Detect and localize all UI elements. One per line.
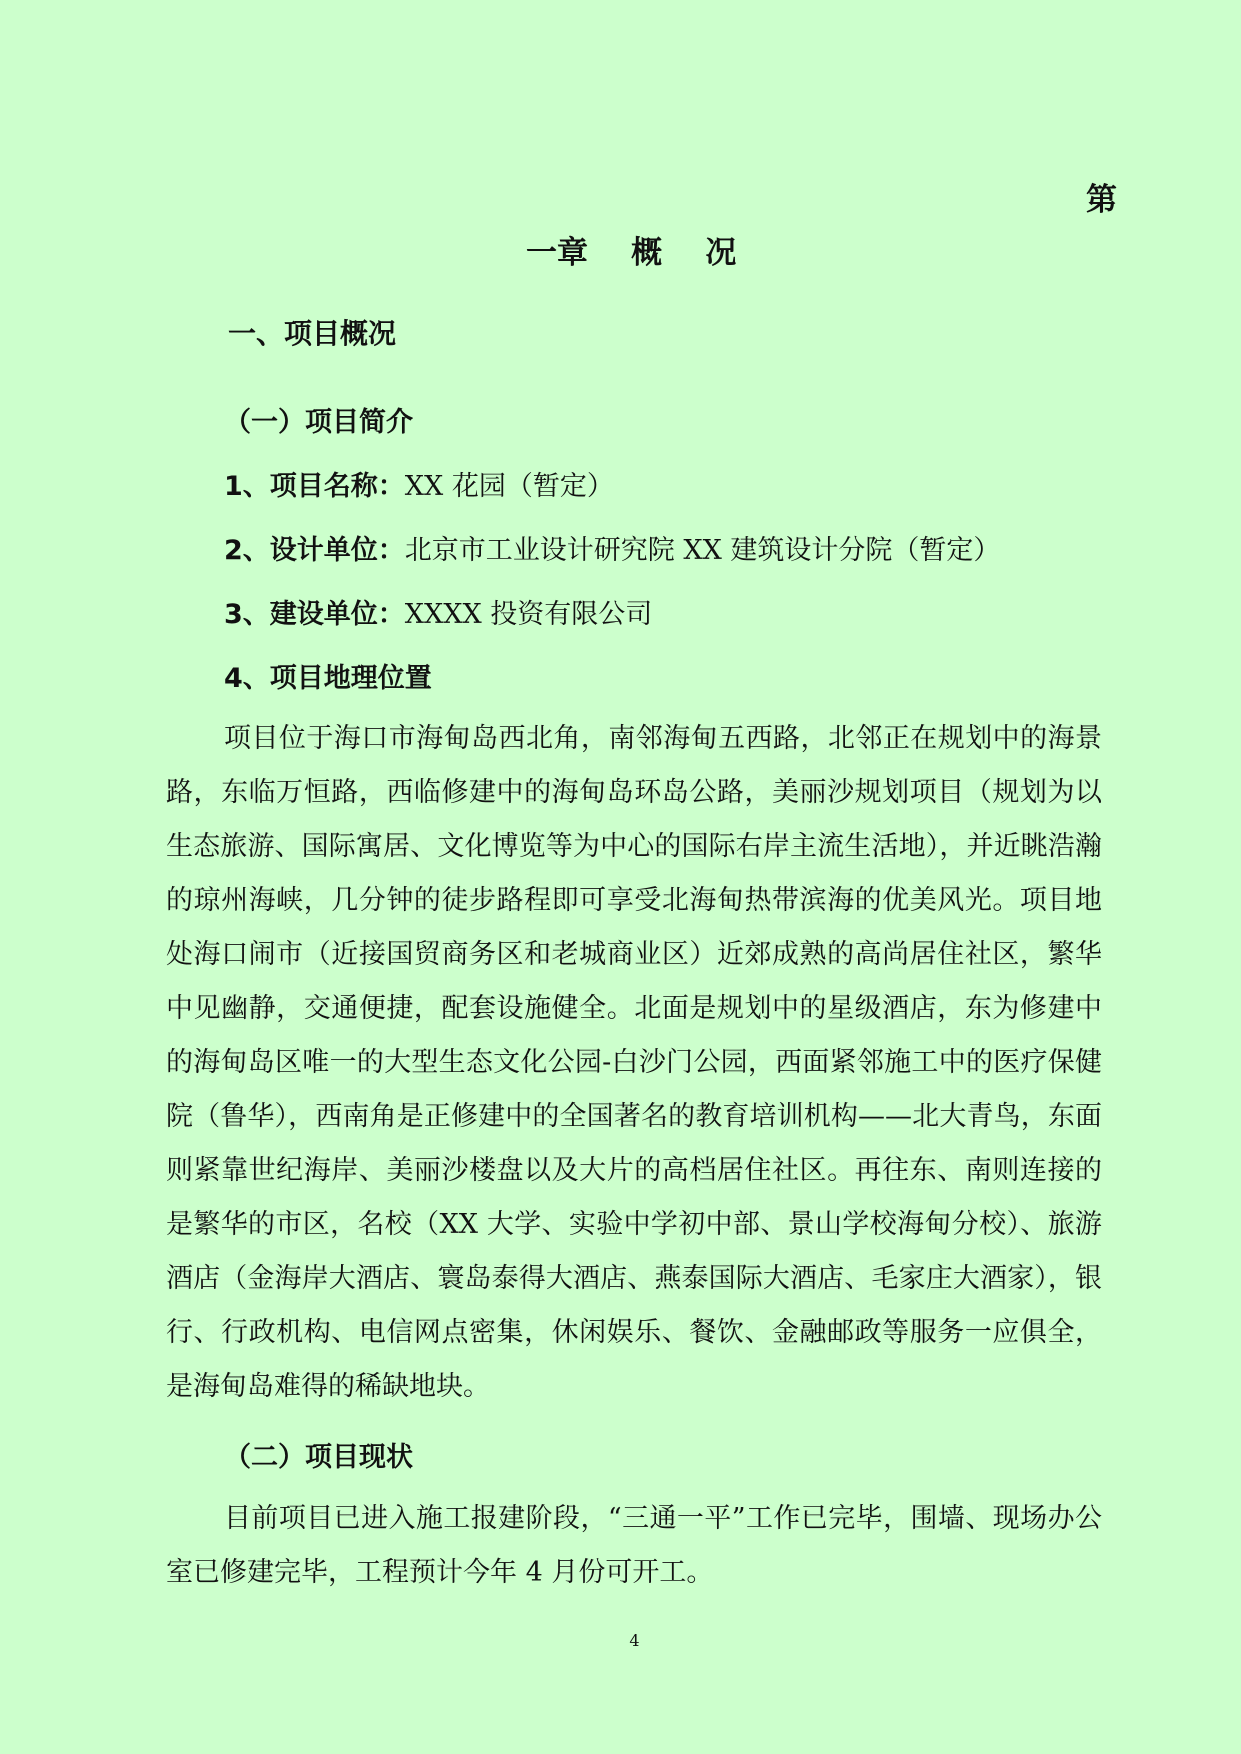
section-heading-overview: 一、项目概况 bbox=[228, 317, 397, 350]
location-heading: 4、项目地理位置 bbox=[224, 663, 432, 694]
construction-unit-label: 3、建设单位： bbox=[224, 599, 405, 630]
design-unit-value: 北京市工业设计研究院 XX 建筑设计分院（暂定） bbox=[404, 535, 1001, 566]
construction-unit-item bbox=[224, 592, 652, 631]
project-name-item bbox=[224, 464, 614, 503]
subsection-heading-intro: （一）项目简介 bbox=[224, 407, 413, 438]
location-paragraph: 项目位于海口市海甸岛西北角，南邻海甸五西路，北邻正在规划中的海景路，东临万恒路，西临修建中的海甸岛环岛公路，美丽沙规划项目（规划为以生态旅游、国际寓居、文化博览等为中心的国际右岸主流生活地），并近眺浩瀚的琼州海峡，几分钟的徒步路程即可享受北海甸热带滨海的优美风光。项目地处海口闹市（近接国贸商务区和老城商业区）近郊成熟的高尚居住社区，繁华中见幽静，交通便捷，配套设施健全。北面是规划中的星级酒店，东为修建中的海甸岛区唯一的大型生态文化公园-白沙门公园，西面紧邻施工中的医疗保健院（鲁华），西南角是正修建中的全国著名的教育培训机构——北大青鸟，东面则紧靠世纪海岸、美丽沙楼盘以及大片的高档居住社区。再往东、南则连接的是繁华的市区，名校（XX 大学、实验中学初中部、景山学校海甸分校）、旅游酒店（金海岸大酒店、寰岛泰得大酒店、燕泰国际大酒店、毛家庄大酒家），银行、行政机构、电信网点密集，休闲娱乐、餐饮、金融邮政等服务一应俱全，是海甸岛难得的稀缺地块。 bbox=[166, 723, 1102, 1402]
page-number: 4 bbox=[629, 1631, 640, 1650]
status-paragraph: 目前项目已进入施工报建阶段，“三通一平”工作已完毕，围墙、现场办公室已修建完毕，工程预计今年 4 月份可开工。 bbox=[166, 1503, 1102, 1588]
chapter-title: 一章 概 况 bbox=[526, 235, 737, 271]
subsection-heading-status: （二）项目现状 bbox=[224, 1442, 413, 1473]
design-unit-item bbox=[224, 528, 1000, 567]
project-name-value: XX 花园（暂定） bbox=[404, 471, 614, 502]
chapter-title-first-char: 第 bbox=[1086, 182, 1117, 218]
design-unit-label: 2、设计单位： bbox=[224, 535, 405, 566]
project-name-label: 1、项目名称： bbox=[224, 471, 405, 502]
construction-unit-value: XXXX 投资有限公司 bbox=[404, 599, 653, 630]
